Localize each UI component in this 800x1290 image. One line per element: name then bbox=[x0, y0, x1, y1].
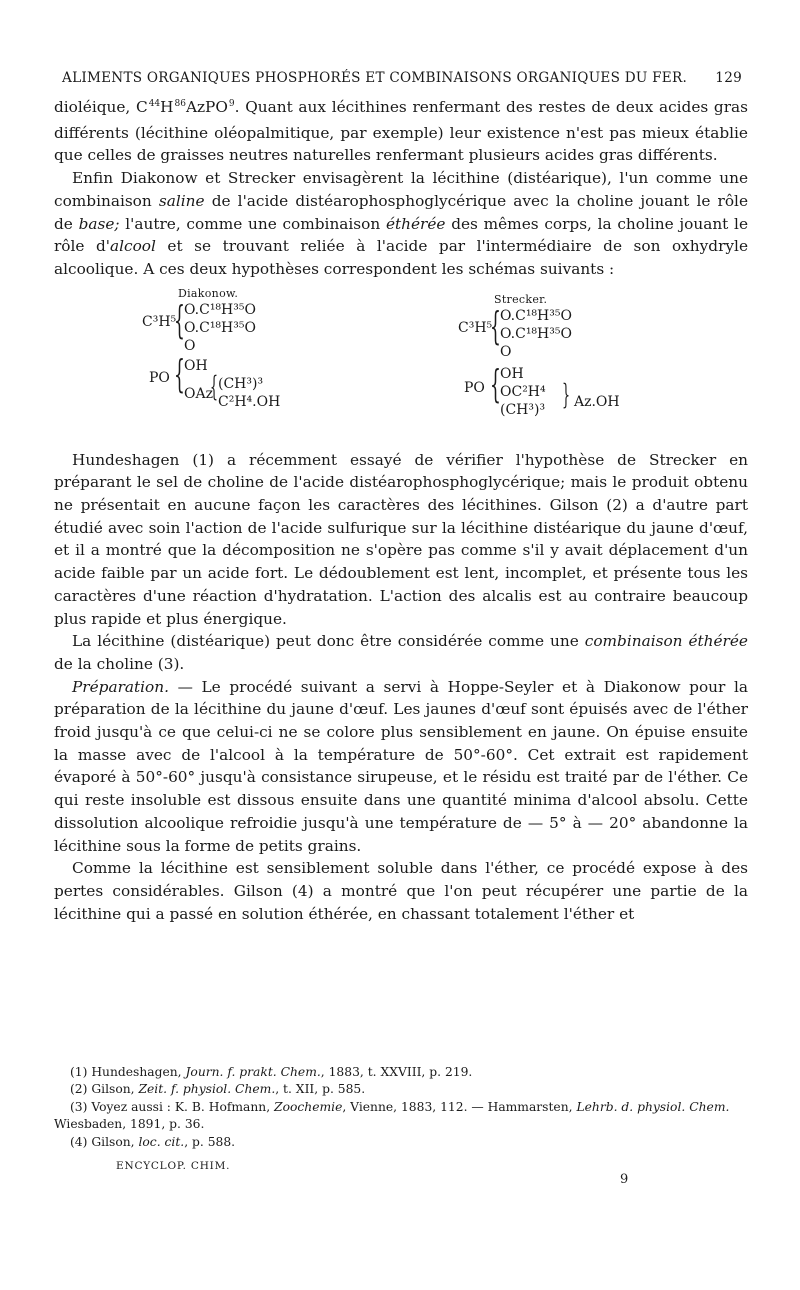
formula-c3h5: C³H⁵ bbox=[142, 313, 177, 330]
footnote-4 bbox=[54, 1134, 748, 1151]
italic-text: alcool bbox=[110, 237, 156, 256]
formula-group: O.C¹⁸H³⁵O bbox=[184, 301, 256, 318]
paragraph-5 bbox=[54, 676, 748, 858]
text-span: . Quant aux lécithines renfermant des restes de deux acides gras différents (lécithine oléopalmitique, par exemple) leur existence n'est pas mieux établie que celles de graisses neutres naturelles renfermant plusieurs acides gras différents. bbox=[54, 98, 748, 165]
text-span: de l'acide distéarophosphoglycérique avec la choline jouant le rôle de bbox=[54, 191, 748, 233]
text-span: Wiesbaden, 1891, p. 36. bbox=[54, 1117, 205, 1132]
text-span: (3) Voyez aussi : K. B. Hofmann, bbox=[70, 1099, 275, 1114]
text-span: , p. 588. bbox=[184, 1134, 236, 1149]
text-span: (2) Gilson, bbox=[70, 1082, 139, 1097]
paragraph-6: Comme la lécithine est sensiblement soluble dans l'éther, ce procédé expose à des pertes considérables. Gilson (4) a montré que l'on peut récupérer une partie de la lécithine qui a passé en solution éthérée, en chassant totalement l'éther et bbox=[54, 859, 748, 923]
brace: { bbox=[210, 369, 219, 403]
text-span: — Le procédé suivant a servi à Hoppe-Seyler et à Diakonow pour la préparation de la lécithine du jaune d'œuf. Les jaunes d'œuf sont épuisés avec de l'éther froid jusqu'à ce que celui-ci ne se colore plus sensiblement en jaune. On épuise ensuite la masse avec de l'alcool à la température de 50°-60°. Cet extrait est rapidement évaporé à 50°-60° jusqu'à consistance sirupeuse, et le résidu est traité par de l'éther. Ce qui reste insoluble est dissous ensuite dans une quantité minima d'alcool absolu. Cette dissolution alcoolique refroidie jusqu'à une température de — 5° à — 20° abandonne la lécithine sous la forme de petits grains. bbox=[54, 677, 748, 855]
superscript: 44 bbox=[148, 99, 161, 109]
footnotes bbox=[54, 1064, 748, 1151]
formula-group: O bbox=[184, 337, 196, 354]
formula-group: OH bbox=[184, 357, 208, 374]
paragraph-3: Hundeshagen (1) a récemment essayé de vérifier l'hypothèse de Strecker en préparant le sel de choline de l'acide distéarophosphoglycérique; mais le produit obtenu ne présentait en aucune façon les caractères des lécithines. Gilson (2) a d'autre part étudié avec soin l'action de l'acide sulfurique sur la lécithine distéarique du jaune d'œuf, et il a montré que la décomposition ne s'opère pas comme s'il y avait déplacement d'un acide faible par un acide fort. Le dédoublement est lent, incomplet, et présente tous les caractères d'une réaction d'hydratation. L'action des alcalis est au contraire beaucoup plus rapide et plus énergique. bbox=[54, 450, 748, 628]
formula-group: OC²H⁴ bbox=[500, 383, 546, 400]
brace: { bbox=[490, 303, 501, 348]
text-span: dioléique, C bbox=[54, 98, 148, 116]
brace: } bbox=[562, 377, 571, 411]
formula-group: (CH³)³ bbox=[500, 401, 546, 418]
formula-group: (CH³)³ bbox=[218, 375, 264, 392]
formula-group: Az.OH bbox=[574, 393, 620, 410]
paragraph-1 bbox=[54, 96, 748, 167]
formula-group: O bbox=[500, 343, 512, 360]
text-span: et se trouvant reliée à l'acide par l'intermédiaire de son oxhydryle alcoolique. A ces deux hypothèses correspondent les schémas suivants : bbox=[54, 237, 748, 278]
text-span: (4) Gilson, bbox=[70, 1134, 139, 1149]
paragraph-4 bbox=[54, 630, 748, 675]
page-number: 129 bbox=[715, 70, 742, 86]
formula-po: PO bbox=[464, 379, 485, 396]
formula-group: O.C¹⁸H³⁵O bbox=[500, 307, 572, 324]
text-span: l'autre, comme une combinaison bbox=[119, 214, 386, 233]
formula-po: PO bbox=[149, 369, 170, 386]
brace: { bbox=[490, 361, 501, 406]
text-span: , 1883, t. XXVIII, p. 219. bbox=[320, 1065, 473, 1079]
formula-group: OH bbox=[500, 365, 524, 382]
italic-text: Lehrb. d. physiol. Chem. bbox=[576, 1099, 730, 1114]
italic-text: Zeit. f. physiol. Chem. bbox=[138, 1082, 276, 1097]
superscript: 86 bbox=[174, 99, 186, 109]
main-text bbox=[54, 96, 748, 925]
footnote-1 bbox=[54, 1064, 748, 1081]
brace: { bbox=[174, 297, 185, 342]
superscript: 9 bbox=[228, 99, 235, 109]
schema-title-strecker: Strecker. bbox=[494, 292, 548, 306]
italic-text: Journ. f. prakt. Chem. bbox=[185, 1065, 321, 1079]
formula-group: O.C¹⁸H³⁵O bbox=[500, 325, 572, 342]
text-span: H bbox=[160, 98, 174, 116]
folio-number: 9 bbox=[620, 1172, 629, 1187]
footnote-2 bbox=[54, 1081, 748, 1098]
brace: { bbox=[174, 351, 185, 396]
text-span: (1) Hundeshagen, bbox=[70, 1065, 186, 1079]
schema-title-diakonow: Diakonow. bbox=[178, 286, 239, 300]
italic-text: saline bbox=[158, 191, 205, 210]
chemical-schemas bbox=[54, 283, 748, 443]
text-span: de la choline (3). bbox=[54, 654, 185, 673]
text-span: La lécithine (distéarique) peut donc être considérée comme une bbox=[72, 632, 585, 651]
italic-text: éthérée bbox=[385, 214, 446, 233]
italic-text: base; bbox=[78, 214, 120, 233]
formula-group: C²H⁴.OH bbox=[218, 393, 281, 410]
italic-text: Zoochemie bbox=[274, 1099, 343, 1114]
footnote-3 bbox=[54, 1099, 748, 1134]
formula-group: O.C¹⁸H³⁵O bbox=[184, 319, 256, 336]
text-span: AzPO bbox=[185, 98, 228, 116]
section-heading: Préparation. bbox=[72, 677, 169, 696]
paragraph-2 bbox=[54, 167, 748, 281]
running-head bbox=[62, 70, 742, 86]
text-span: , t. XII, p. 585. bbox=[275, 1082, 366, 1097]
text-span: Enfin Diakonow et Strecker envisagèrent la lécithine (distéarique), l'un comme une combinaison bbox=[54, 169, 748, 210]
italic-text: combinaison éthérée bbox=[584, 632, 748, 651]
signature-mark: ENCYCLOP. CHIM. bbox=[116, 1160, 231, 1172]
running-head-title: ALIMENTS ORGANIQUES PHOSPHORÉS ET COMBINAISONS ORGANIQUES DU FER. bbox=[62, 70, 688, 86]
text-span: , Vienne, 1883, 112. — Hammarsten, bbox=[342, 1099, 577, 1114]
italic-text: loc. cit. bbox=[138, 1134, 185, 1149]
formula-c3h5: C³H⁵ bbox=[458, 319, 493, 336]
formula-group: OAz bbox=[184, 385, 213, 402]
text-span: des mêmes corps, la choline jouant le rôle d' bbox=[54, 214, 748, 256]
